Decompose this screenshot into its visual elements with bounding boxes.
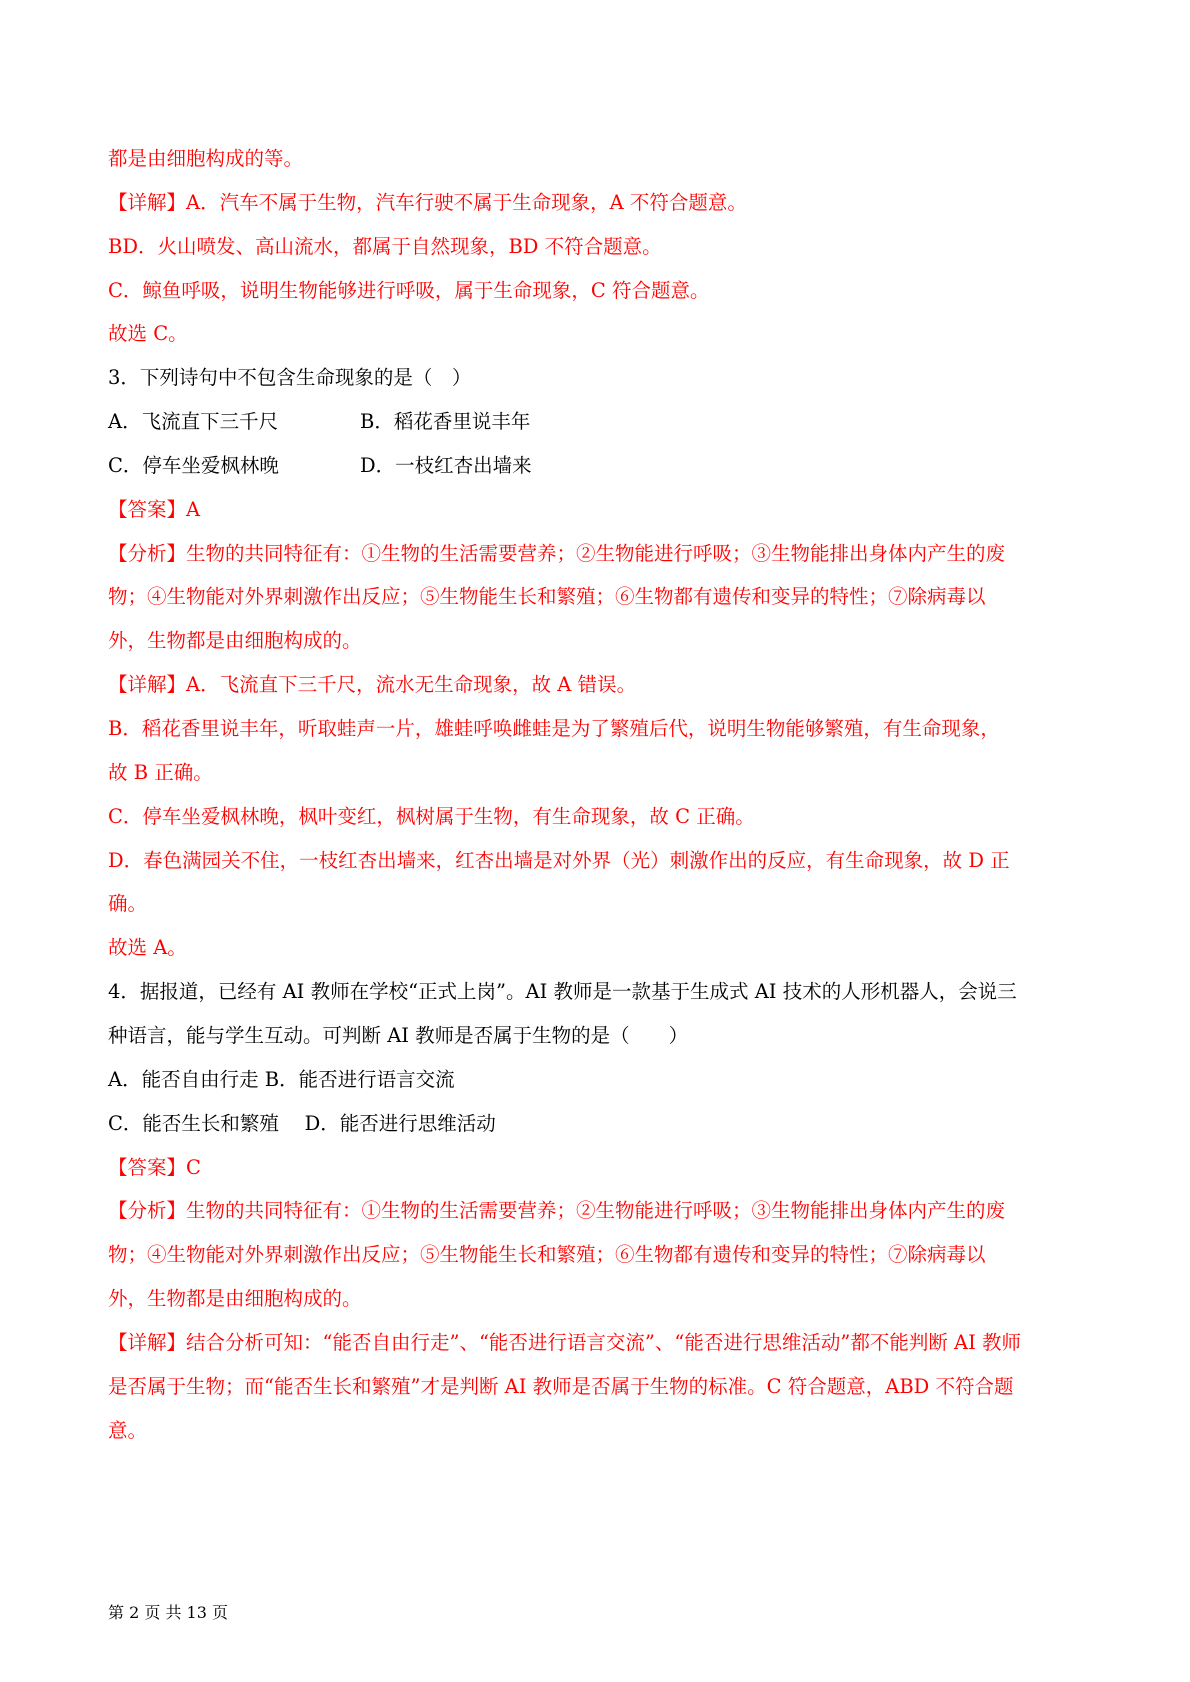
q4-options-row: C．能否生长和繁殖 D．能否进行思维活动 xyxy=(108,1112,496,1135)
q3-analysis-line: 物；④生物能对外界刺激作出反应；⑤生物能生长和繁殖；⑥生物都有遗传和变异的特性；⑦除病毒以 xyxy=(108,585,986,608)
q4-stem-line: 4．据报道，已经有 AI 教师在学校“正式上岗”。AI 教师是一款基于生成式 AI 技术的人形机器人，会说三 xyxy=(108,980,1017,1003)
answer-value: C xyxy=(186,1156,201,1179)
detail-tag: 【详解】 xyxy=(108,1331,187,1354)
q3-detail-text: A．飞流直下三千尺，流水无生命现象，故 A 错误。 xyxy=(186,673,637,696)
q4-analysis-line: 外，生物都是由细胞构成的。 xyxy=(108,1287,362,1310)
q4-options-row: A．能否自由行走 B．能否进行语言交流 xyxy=(108,1068,455,1091)
page-number-footer: 第 2 页 共 13 页 xyxy=(108,1603,228,1622)
q3-option-d: D．一枝红杏出墙来 xyxy=(360,454,532,477)
q3-detail-line: 确。 xyxy=(108,892,148,915)
q2-detail-line: C．鲸鱼呼吸，说明生物能够进行呼吸，属于生命现象，C 符合题意。 xyxy=(108,279,710,302)
analysis-tag: 【分析】 xyxy=(108,1199,187,1222)
analysis-tag: 【分析】 xyxy=(108,542,187,565)
q3-stem: 3．下列诗句中不包含生命现象的是（ ） xyxy=(108,366,472,389)
answer-tag: 【答案】 xyxy=(108,498,187,521)
q2-conclusion: 故选 C。 xyxy=(108,322,188,345)
q3-option-a: A．飞流直下三千尺 xyxy=(108,410,279,433)
q3-answer xyxy=(108,497,200,523)
q4-detail-text: 结合分析可知：“能否自由行走”、“能否进行语言交流”、“能否进行思维活动”都不能判断 AI 教师 xyxy=(186,1331,1022,1354)
q3-detail-line: D．春色满园关不住，一枝红杏出墙来，红杏出墙是对外界（光）刺激作出的反应，有生命现象，故 D 正 xyxy=(108,849,1010,872)
q3-detail-line xyxy=(108,672,636,698)
q3-detail-line: 故 B 正确。 xyxy=(108,761,213,784)
q3-analysis-line: 外，生物都是由细胞构成的。 xyxy=(108,629,362,652)
q3-conclusion: 故选 A。 xyxy=(108,936,187,959)
detail-tag: 【详解】 xyxy=(108,191,187,214)
q2-analysis-end: 都是由细胞构成的等。 xyxy=(108,147,304,170)
q3-option-b: B．稻花香里说丰年 xyxy=(360,410,531,433)
q2-detail-line xyxy=(108,190,747,216)
q4-detail-line: 是否属于生物；而“能否生长和繁殖”才是判断 AI 教师是否属于生物的标准。C 符合题意，ABD 不符合题 xyxy=(108,1375,1014,1398)
q4-analysis-line xyxy=(108,1198,1005,1224)
q4-analysis-text: 生物的共同特征有：①生物的生活需要营养；②生物能进行呼吸；③生物能排出身体内产生的废 xyxy=(186,1199,1006,1222)
detail-tag: 【详解】 xyxy=(108,673,187,696)
q3-option-c: C．停车坐爱枫林晚 xyxy=(108,454,279,477)
answer-value: A xyxy=(186,498,201,521)
q4-detail-line xyxy=(108,1330,1021,1356)
q3-analysis-text: 生物的共同特征有：①生物的生活需要营养；②生物能进行呼吸；③生物能排出身体内产生的废 xyxy=(186,542,1006,565)
q2-detail-line: BD．火山喷发、高山流水，都属于自然现象，BD 不符合题意。 xyxy=(108,235,662,258)
q3-analysis-line xyxy=(108,541,1005,567)
q4-detail-line: 意。 xyxy=(108,1419,148,1442)
q4-answer xyxy=(108,1155,201,1181)
q3-detail-line: C．停车坐爱枫林晚，枫叶变红，枫树属于生物，有生命现象，故 C 正确。 xyxy=(108,805,755,828)
answer-tag: 【答案】 xyxy=(108,1156,187,1179)
q4-analysis-line: 物；④生物能对外界刺激作出反应；⑤生物能生长和繁殖；⑥生物都有遗传和变异的特性；⑦除病毒以 xyxy=(108,1243,986,1266)
q4-stem-line: 种语言，能与学生互动。可判断 AI 教师是否属于生物的是（ ） xyxy=(108,1024,689,1047)
q3-options-row xyxy=(108,453,532,479)
q3-detail-line: B．稻花香里说丰年，听取蛙声一片，雄蛙呼唤雌蛙是为了繁殖后代，说明生物能够繁殖，有生命现象， xyxy=(108,717,1000,740)
q3-options-row xyxy=(108,409,530,435)
q2-detail-text: A．汽车不属于生物，汽车行驶不属于生命现象，A 不符合题意。 xyxy=(186,191,747,214)
